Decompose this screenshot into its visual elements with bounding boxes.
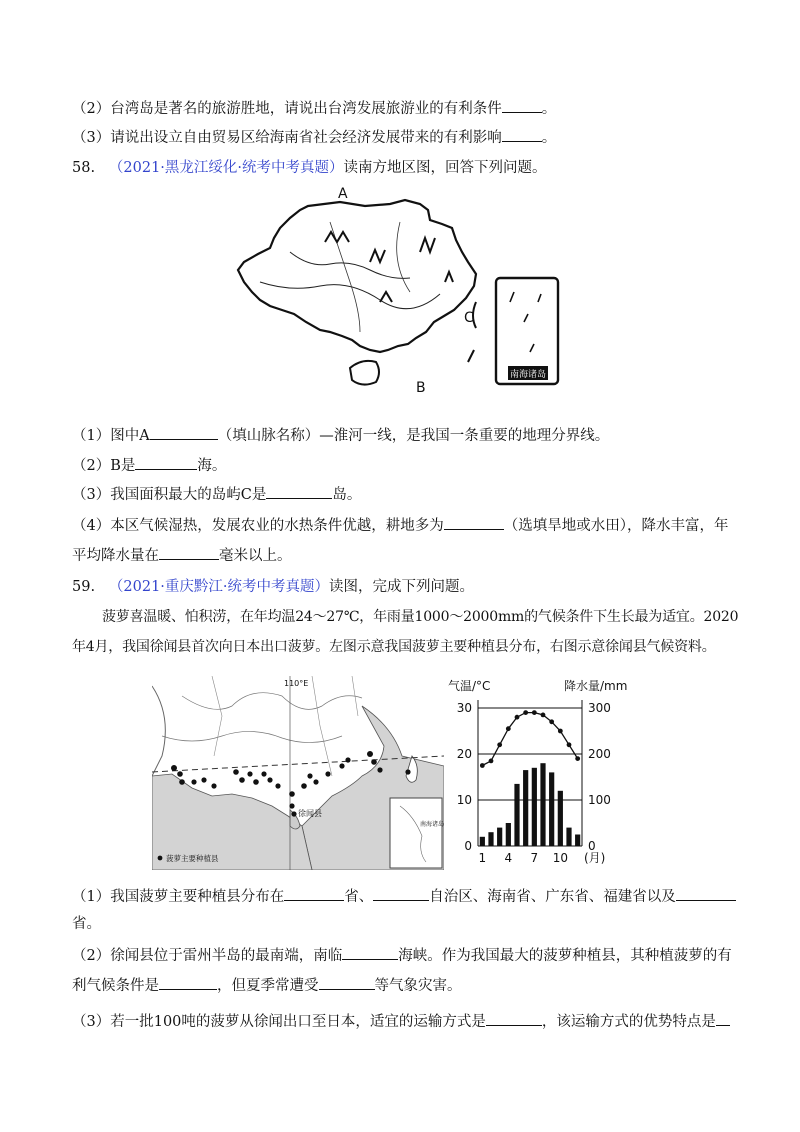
source-link[interactable]: （2021·黑龙江绥化·统考中考真题） (108, 160, 344, 176)
answer-blank[interactable] (676, 886, 736, 901)
right-tick-label: 100 (588, 793, 611, 807)
left-tick-label: 20 (456, 747, 472, 761)
right-tick-label: 300 (588, 701, 611, 715)
answer-blank[interactable] (150, 425, 218, 440)
q59-sub1: （1）我国菠萝主要种植县分布在 省、 自治区、海南省、广东省、福建省以及 (72, 886, 736, 907)
temperature-point (480, 763, 485, 768)
q59-sub3: （3）若一批100吨的菠萝从徐闻出口至日本，适宜的运输方式是 ，该运输方式的优势特点是 (72, 1011, 730, 1032)
source-link[interactable]: （2021·重庆黔江·统考中考真题） (108, 579, 330, 595)
right-tick-label: 200 (588, 747, 611, 761)
temperature-point (532, 710, 537, 715)
answer-blank[interactable] (444, 515, 504, 530)
map-label-a: A (338, 186, 348, 202)
answer-blank[interactable] (486, 1011, 542, 1026)
left-tick-label: 10 (456, 793, 472, 807)
q59-sub2-cont: 利气候条件是 ，但夏季常遭受 等气象灾害。 (72, 975, 462, 996)
temperature-point (558, 729, 563, 734)
q58-sub1: （1）图中A （填山脉名称）—淮河一线，是我国一条重要的地理分界线。 (72, 425, 609, 446)
answer-blank[interactable] (373, 886, 429, 901)
q57-part2: （2）台湾岛是著名的旅游胜地，请说出台湾发展旅游业的有利条件 。 (72, 98, 556, 119)
answer-blank[interactable] (135, 455, 197, 470)
precip-bar (549, 772, 554, 846)
precip-bar (540, 763, 545, 846)
x-axis-unit: (月) (584, 851, 606, 865)
answer-blank[interactable] (342, 945, 398, 960)
answer-blank[interactable] (284, 886, 344, 901)
temperature-point (489, 759, 494, 764)
inset-label: 南海诸岛 (420, 821, 444, 828)
south-china-map (230, 182, 570, 394)
longitude-label: 110°E (284, 679, 309, 688)
left-axis-title: 气温/°C (448, 679, 491, 693)
q57-part3: （3）请说出设立自由贸易区给海南省社会经济发展带来的有利影响 。 (72, 127, 556, 148)
q59-header: 59. （2021·重庆黔江·统考中考真题）读图，完成下列问题。 (72, 579, 475, 595)
answer-blank[interactable] (502, 127, 542, 142)
answer-blank[interactable] (502, 98, 542, 113)
q58-sub3: （3）我国面积最大的岛屿C是 岛。 (72, 484, 361, 505)
x-tick-label: 10 (552, 851, 568, 865)
precip-bar (575, 835, 580, 847)
precip-bar (514, 784, 519, 846)
left-tick-label: 30 (456, 701, 472, 715)
pineapple-distribution-map (152, 676, 444, 870)
right-tick-label: 0 (588, 839, 596, 853)
q58-sub4: （4）本区气候湿热，发展农业的水热条件优越，耕地多为 （选填旱地或水田），降水丰富，年 (72, 515, 728, 536)
temperature-line (482, 713, 577, 766)
precip-bar (532, 768, 537, 846)
precip-bar (480, 837, 485, 846)
answer-blank[interactable] (716, 1011, 730, 1026)
left-tick-label: 0 (464, 839, 472, 853)
temperature-point (497, 742, 502, 747)
answer-blank[interactable] (159, 975, 217, 990)
temperature-point (506, 726, 511, 731)
q58-sub4-cont: 平均降水量在 毫米以上。 (72, 545, 292, 566)
right-axis-title: 降水量/mm (564, 679, 628, 693)
temperature-point (567, 742, 572, 747)
temperature-point (575, 756, 580, 761)
precip-bar (558, 791, 563, 846)
x-tick-label: 1 (478, 851, 487, 865)
precip-bar (506, 823, 511, 846)
temperature-point (523, 710, 528, 715)
climate-chart (446, 676, 646, 872)
county-label: 徐闻县 (298, 809, 322, 818)
q59-paragraph: 菠萝喜温暖、怕积涝，在年均温24～27℃，年雨量1000～2000mm的气候条件下生长最为适宜。2020 (102, 609, 739, 625)
precip-bar (566, 828, 571, 846)
precip-bar (497, 828, 502, 846)
precip-bar (488, 832, 493, 846)
q59-sub2: （2）徐闻县位于雷州半岛的最南端，南临 海峡。作为我国最大的菠萝种植县，其种植菠萝的有 (72, 945, 732, 966)
q58-sub2: （2）B是 海。 (72, 455, 226, 476)
x-tick-label: 4 (504, 851, 513, 865)
q59-sub1-cont: 省。 (72, 916, 101, 932)
q59-paragraph-cont: 年4月，我国徐闻县首次向日本出口菠萝。左图示意我国菠萝主要种植县分布，右图示意徐闻县气候资料。 (72, 639, 716, 655)
answer-blank[interactable] (266, 484, 332, 499)
temperature-point (515, 715, 520, 720)
temperature-point (541, 713, 546, 718)
x-tick-label: 7 (530, 851, 539, 865)
precip-bar (523, 770, 528, 846)
inset-label: 南海诸岛 (509, 370, 547, 380)
temperature-point (549, 719, 554, 724)
map-label-b: B (416, 380, 426, 394)
map-label-c: C (464, 310, 474, 326)
q58-header: 58. （2021·黑龙江绥化·统考中考真题）读南方地区图，回答下列问题。 (72, 160, 547, 176)
legend-label: 菠萝主要种植县 (166, 854, 219, 863)
answer-blank[interactable] (319, 975, 375, 990)
answer-blank[interactable] (159, 545, 219, 560)
